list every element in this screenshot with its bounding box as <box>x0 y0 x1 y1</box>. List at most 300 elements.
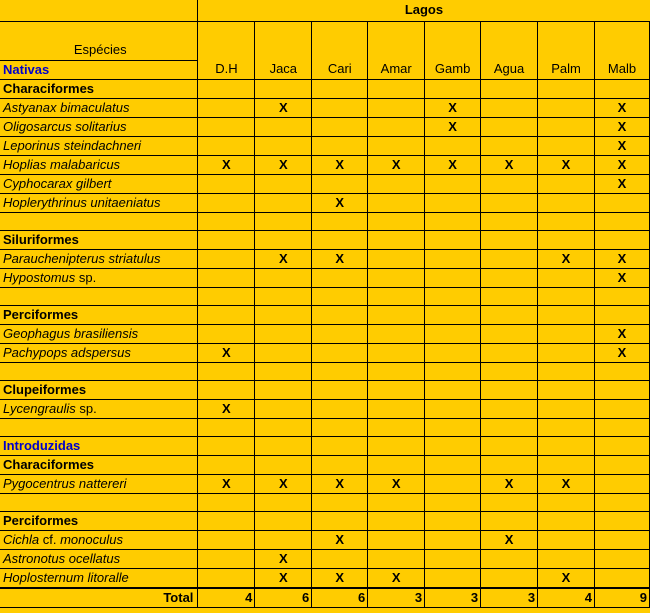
order-label: Perciformes <box>0 511 198 530</box>
mark-cell <box>538 174 595 193</box>
mark-cell <box>255 174 312 193</box>
species-row <box>0 136 650 155</box>
lake-column-header: Cari <box>312 21 368 79</box>
mark-cell: X <box>368 155 425 174</box>
mark-cell: X <box>368 474 425 493</box>
mark-cell <box>425 324 481 343</box>
mark-cell: X <box>594 98 649 117</box>
mark-cell <box>481 249 538 268</box>
mark-cell <box>425 493 481 511</box>
mark-cell <box>425 136 481 155</box>
lake-column-header: Amar <box>368 21 425 79</box>
species-name <box>0 530 198 549</box>
species-row <box>0 399 650 418</box>
lagos-header: Lagos <box>198 0 650 21</box>
blank-cell <box>0 362 198 380</box>
mark-cell <box>594 212 649 230</box>
mark-cell <box>538 418 595 436</box>
lake-column-header: Jaca <box>255 21 312 79</box>
species-name <box>0 268 198 287</box>
mark-cell: X <box>538 474 595 493</box>
mark-cell <box>594 455 649 474</box>
mark-cell: X <box>594 117 649 136</box>
mark-cell: X <box>312 474 368 493</box>
mark-cell <box>368 287 425 305</box>
mark-cell <box>594 79 649 98</box>
mark-cell: X <box>255 549 312 568</box>
group-label: Introduzidas <box>0 436 198 455</box>
mark-cell <box>538 287 595 305</box>
order-row <box>0 380 650 399</box>
mark-cell <box>425 418 481 436</box>
mark-cell <box>594 380 649 399</box>
species-name <box>0 155 198 174</box>
species-italic-name: Pygocentrus nattereri <box>3 475 127 491</box>
mark-cell <box>198 324 255 343</box>
mark-cell <box>481 436 538 455</box>
mark-cell <box>198 136 255 155</box>
mark-cell <box>368 249 425 268</box>
species-row <box>0 174 650 193</box>
order-label: Siluriformes <box>0 230 198 249</box>
header-row-lagos <box>0 0 650 21</box>
mark-cell <box>425 455 481 474</box>
mark-cell <box>198 117 255 136</box>
mark-cell <box>312 399 368 418</box>
mark-cell <box>368 79 425 98</box>
mark-cell <box>312 305 368 324</box>
species-row <box>0 117 650 136</box>
mark-cell <box>312 117 368 136</box>
mark-cell <box>594 287 649 305</box>
mark-cell: X <box>198 399 255 418</box>
species-qualifier: sp. <box>75 400 97 416</box>
blank-row <box>0 362 650 380</box>
mark-cell <box>368 511 425 530</box>
header-row-especies <box>0 21 650 60</box>
mark-cell <box>425 343 481 362</box>
mark-cell <box>425 399 481 418</box>
mark-cell <box>425 530 481 549</box>
mark-cell: X <box>594 343 649 362</box>
mark-cell <box>198 79 255 98</box>
species-italic-name: Cichla <box>3 531 40 547</box>
mark-cell: X <box>538 568 595 588</box>
mark-cell <box>198 249 255 268</box>
mark-cell <box>594 474 649 493</box>
mark-cell <box>425 287 481 305</box>
total-value: 9 <box>594 588 649 608</box>
mark-cell <box>481 174 538 193</box>
mark-cell <box>255 117 312 136</box>
mark-cell <box>594 549 649 568</box>
species-italic-name: Lycengraulis <box>3 400 76 416</box>
mark-cell <box>425 249 481 268</box>
mark-cell <box>594 530 649 549</box>
species-name <box>0 249 198 268</box>
mark-cell <box>481 117 538 136</box>
mark-cell: X <box>198 474 255 493</box>
mark-cell <box>255 380 312 399</box>
species-name <box>0 98 198 117</box>
mark-cell: X <box>368 568 425 588</box>
mark-cell <box>481 193 538 212</box>
mark-cell <box>198 418 255 436</box>
mark-cell <box>481 455 538 474</box>
mark-cell <box>312 343 368 362</box>
mark-cell <box>368 530 425 549</box>
mark-cell <box>198 568 255 588</box>
mark-cell <box>198 174 255 193</box>
mark-cell <box>481 268 538 287</box>
order-label: Clupeiformes <box>0 380 198 399</box>
mark-cell <box>538 79 595 98</box>
mark-cell <box>368 230 425 249</box>
order-label: Characiformes <box>0 79 198 98</box>
mark-cell <box>538 399 595 418</box>
mark-cell <box>425 380 481 399</box>
mark-cell <box>255 362 312 380</box>
order-row <box>0 230 650 249</box>
mark-cell: X <box>198 343 255 362</box>
mark-cell <box>198 455 255 474</box>
mark-cell <box>481 343 538 362</box>
mark-cell <box>481 380 538 399</box>
species-italic-name: Hoplias malabaricus <box>3 156 121 172</box>
mark-cell <box>538 380 595 399</box>
mark-cell <box>198 380 255 399</box>
species-italic-name: Cyphocarax gilbert <box>3 175 112 191</box>
mark-cell <box>312 230 368 249</box>
mark-cell <box>312 79 368 98</box>
mark-cell <box>594 493 649 511</box>
species-qualifier: sp. <box>75 269 97 285</box>
mark-cell <box>594 305 649 324</box>
blank-cell <box>0 212 198 230</box>
species-qualifier: cf. <box>39 531 61 547</box>
mark-cell: X <box>312 568 368 588</box>
mark-cell <box>255 455 312 474</box>
especies-header: Espécies <box>0 21 198 60</box>
species-italic-name: Astronotus ocellatus <box>3 550 121 566</box>
mark-cell <box>538 436 595 455</box>
total-value: 4 <box>198 588 255 608</box>
mark-cell <box>481 549 538 568</box>
species-row <box>0 549 650 568</box>
blank-row <box>0 212 650 230</box>
mark-cell: X <box>425 117 481 136</box>
mark-cell <box>368 418 425 436</box>
mark-cell: X <box>255 568 312 588</box>
mark-cell <box>368 455 425 474</box>
mark-cell <box>538 268 595 287</box>
mark-cell <box>255 230 312 249</box>
species-name <box>0 324 198 343</box>
total-label: Total <box>0 588 198 608</box>
mark-cell <box>594 511 649 530</box>
species-row <box>0 530 650 549</box>
mark-cell <box>312 436 368 455</box>
mark-cell: X <box>481 474 538 493</box>
species-italic-name: Pachypops adspersus <box>3 344 131 360</box>
mark-cell <box>538 117 595 136</box>
mark-cell: X <box>481 530 538 549</box>
mark-cell <box>481 362 538 380</box>
blank-cell <box>0 287 198 305</box>
mark-cell <box>538 212 595 230</box>
species-row <box>0 193 650 212</box>
mark-cell: X <box>594 324 649 343</box>
species-row <box>0 474 650 493</box>
mark-cell <box>425 212 481 230</box>
mark-cell <box>538 511 595 530</box>
species-name <box>0 174 198 193</box>
total-value: 3 <box>368 588 425 608</box>
mark-cell <box>198 230 255 249</box>
mark-cell <box>538 362 595 380</box>
species-name <box>0 399 198 418</box>
species-row <box>0 268 650 287</box>
mark-cell <box>312 287 368 305</box>
mark-cell <box>312 511 368 530</box>
mark-cell <box>481 511 538 530</box>
mark-cell <box>312 418 368 436</box>
mark-cell <box>425 474 481 493</box>
mark-cell <box>255 436 312 455</box>
total-value: 4 <box>538 588 595 608</box>
mark-cell <box>481 568 538 588</box>
mark-cell <box>368 117 425 136</box>
mark-cell <box>368 193 425 212</box>
species-italic-name: Parauchenipterus striatulus <box>3 250 161 266</box>
lake-column-header: D.H <box>198 21 255 79</box>
mark-cell <box>312 380 368 399</box>
mark-cell: X <box>312 193 368 212</box>
mark-cell <box>368 136 425 155</box>
mark-cell <box>198 436 255 455</box>
mark-cell <box>594 436 649 455</box>
mark-cell: X <box>538 155 595 174</box>
mark-cell: X <box>538 249 595 268</box>
mark-cell <box>368 324 425 343</box>
mark-cell <box>425 362 481 380</box>
total-value: 6 <box>312 588 368 608</box>
blank-row <box>0 493 650 511</box>
total-value: 3 <box>481 588 538 608</box>
lake-column-header: Gamb <box>425 21 481 79</box>
lake-column-header: Malb <box>594 21 649 79</box>
mark-cell <box>368 549 425 568</box>
species-name <box>0 474 198 493</box>
mark-cell <box>255 193 312 212</box>
lake-column-header: Agua <box>481 21 538 79</box>
species-row <box>0 98 650 117</box>
mark-cell <box>538 193 595 212</box>
mark-cell <box>594 418 649 436</box>
mark-cell <box>368 436 425 455</box>
species-epithet: monoculus <box>60 531 123 547</box>
mark-cell <box>481 287 538 305</box>
mark-cell <box>198 268 255 287</box>
mark-cell <box>198 511 255 530</box>
order-row <box>0 455 650 474</box>
mark-cell <box>255 418 312 436</box>
mark-cell <box>481 324 538 343</box>
species-italic-name: Hoplerythrinus unitaeniatus <box>3 194 161 210</box>
mark-cell: X <box>312 155 368 174</box>
mark-cell <box>255 511 312 530</box>
mark-cell: X <box>255 98 312 117</box>
mark-cell <box>594 193 649 212</box>
mark-cell <box>198 362 255 380</box>
species-italic-name: Astyanax bimaculatus <box>3 99 130 115</box>
mark-cell <box>198 193 255 212</box>
mark-cell <box>368 380 425 399</box>
species-name <box>0 193 198 212</box>
mark-cell: X <box>255 249 312 268</box>
blank-row <box>0 418 650 436</box>
mark-cell <box>538 98 595 117</box>
mark-cell: X <box>312 530 368 549</box>
mark-cell <box>594 362 649 380</box>
mark-cell: X <box>425 98 481 117</box>
mark-cell <box>538 493 595 511</box>
mark-cell <box>255 399 312 418</box>
mark-cell <box>312 174 368 193</box>
mark-cell <box>312 493 368 511</box>
mark-cell <box>312 98 368 117</box>
mark-cell <box>538 324 595 343</box>
mark-cell <box>198 287 255 305</box>
species-italic-name: Hypostomus <box>3 269 76 285</box>
mark-cell <box>255 493 312 511</box>
mark-cell <box>198 530 255 549</box>
total-row <box>0 588 650 608</box>
mark-cell <box>425 305 481 324</box>
species-italic-name: Oligosarcus solitarius <box>3 118 127 134</box>
species-name <box>0 343 198 362</box>
mark-cell <box>481 493 538 511</box>
mark-cell <box>255 136 312 155</box>
mark-cell <box>594 230 649 249</box>
mark-cell <box>312 549 368 568</box>
species-italic-name: Hoplosternum litoralle <box>3 569 129 585</box>
mark-cell: X <box>594 249 649 268</box>
species-row <box>0 249 650 268</box>
order-row <box>0 305 650 324</box>
mark-cell <box>425 230 481 249</box>
header-corner <box>0 0 198 21</box>
species-row <box>0 324 650 343</box>
mark-cell <box>538 455 595 474</box>
mark-cell <box>425 174 481 193</box>
mark-cell: X <box>594 136 649 155</box>
blank-cell <box>0 493 198 511</box>
mark-cell <box>255 212 312 230</box>
species-row <box>0 343 650 362</box>
mark-cell <box>425 568 481 588</box>
mark-cell <box>368 212 425 230</box>
mark-cell <box>538 230 595 249</box>
mark-cell <box>481 399 538 418</box>
mark-cell <box>368 399 425 418</box>
mark-cell <box>198 98 255 117</box>
mark-cell <box>425 79 481 98</box>
mark-cell <box>481 136 538 155</box>
mark-cell <box>255 305 312 324</box>
mark-cell <box>481 305 538 324</box>
mark-cell <box>481 212 538 230</box>
group-row <box>0 436 650 455</box>
mark-cell <box>255 324 312 343</box>
mark-cell <box>198 212 255 230</box>
order-row <box>0 511 650 530</box>
mark-cell <box>368 268 425 287</box>
mark-cell: X <box>312 249 368 268</box>
mark-cell: X <box>198 155 255 174</box>
mark-cell <box>255 343 312 362</box>
mark-cell <box>312 324 368 343</box>
mark-cell <box>425 511 481 530</box>
species-italic-name: Geophagus brasiliensis <box>3 325 139 341</box>
mark-cell <box>368 98 425 117</box>
mark-cell: X <box>594 268 649 287</box>
blank-row <box>0 287 650 305</box>
mark-cell: X <box>425 155 481 174</box>
species-name <box>0 568 198 588</box>
species-name <box>0 136 198 155</box>
mark-cell <box>425 193 481 212</box>
order-row <box>0 79 650 98</box>
mark-cell: X <box>255 155 312 174</box>
total-value: 3 <box>425 588 481 608</box>
mark-cell <box>312 455 368 474</box>
mark-cell <box>368 343 425 362</box>
mark-cell: X <box>594 155 649 174</box>
species-name <box>0 549 198 568</box>
mark-cell <box>481 418 538 436</box>
mark-cell <box>255 530 312 549</box>
mark-cell <box>594 399 649 418</box>
species-italic-name: Leporinus steindachneri <box>3 137 142 153</box>
mark-cell <box>255 79 312 98</box>
mark-cell: X <box>594 174 649 193</box>
mark-cell <box>255 287 312 305</box>
mark-cell <box>425 549 481 568</box>
mark-cell <box>255 268 312 287</box>
mark-cell <box>538 305 595 324</box>
mark-cell <box>312 136 368 155</box>
blank-cell <box>0 418 198 436</box>
group-label: Nativas <box>0 60 198 79</box>
mark-cell <box>481 98 538 117</box>
mark-cell <box>368 362 425 380</box>
mark-cell <box>312 212 368 230</box>
species-row <box>0 568 650 588</box>
mark-cell <box>538 136 595 155</box>
mark-cell <box>198 549 255 568</box>
mark-cell <box>538 530 595 549</box>
mark-cell <box>198 305 255 324</box>
mark-cell <box>312 268 368 287</box>
mark-cell <box>538 343 595 362</box>
mark-cell <box>481 230 538 249</box>
order-label: Characiformes <box>0 455 198 474</box>
mark-cell <box>368 174 425 193</box>
mark-cell <box>368 493 425 511</box>
mark-cell: X <box>255 474 312 493</box>
mark-cell <box>594 568 649 588</box>
